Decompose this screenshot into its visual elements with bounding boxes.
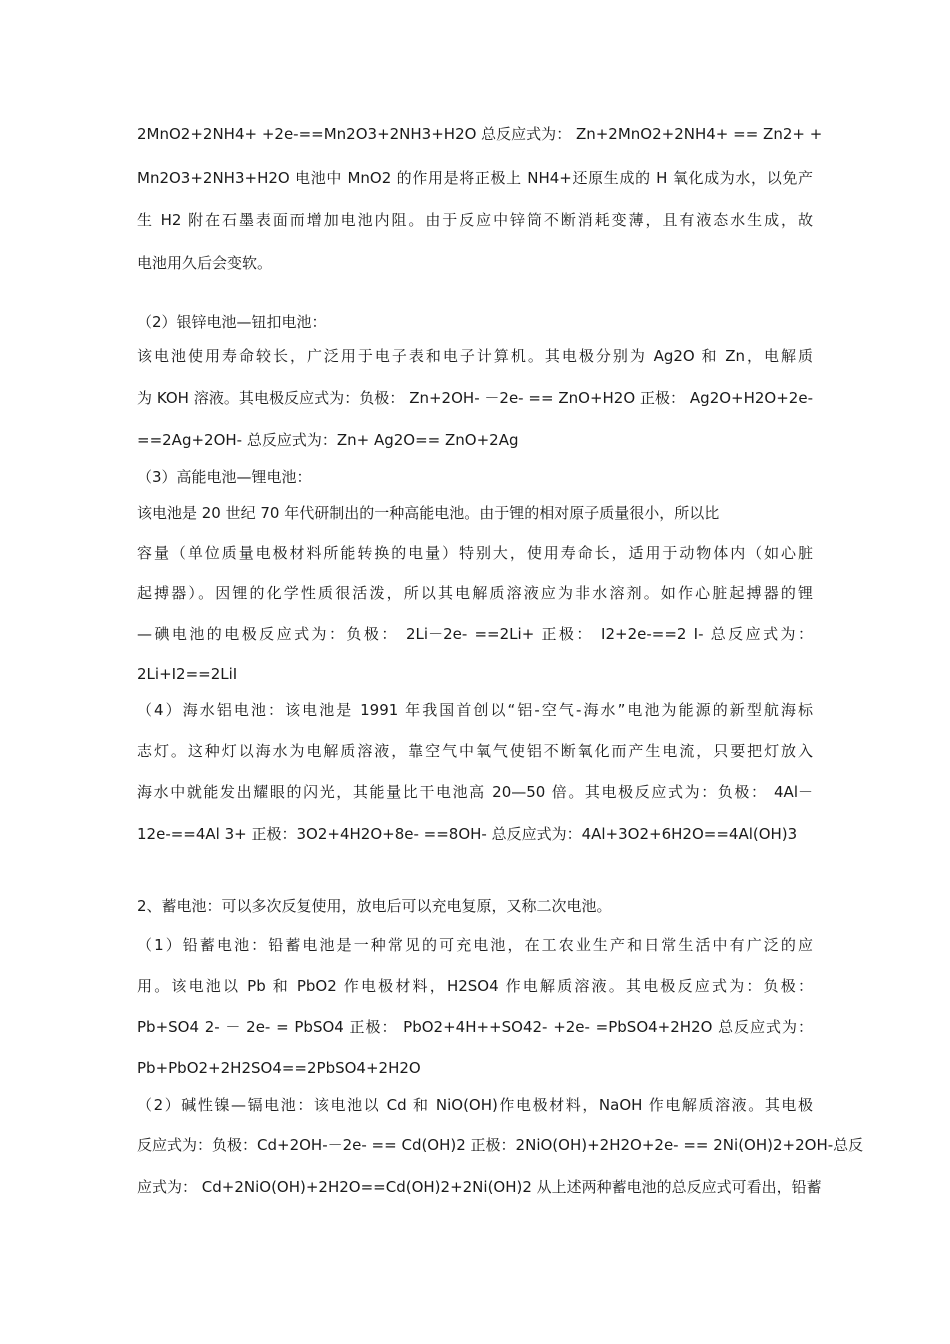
text-line: Pb+SO4 2- － 2e- = PbSO4 正极： PbO2+4H++SO42- +2e- =PbSO4+2H2O 总反应式为： xyxy=(137,1018,813,1036)
text-line: 该电池使用寿命较长，广泛用于电子表和电子计算机。其电极分别为 Ag2O 和 Zn，电解质 xyxy=(137,347,813,365)
section-heading: 2、蓄电池：可以多次反复使用，放电后可以充电复原，又称二次电池。 xyxy=(137,897,612,915)
text-line: （2）碱性镍—镉电池：该电池以 Cd 和 NiO(OH)作电极材料，NaOH 作电解质溶液。其电极 xyxy=(137,1096,813,1114)
text-line: （4）海水铝电池：该电池是 1991 年我国首创以“铝-空气-海水”电池为能源的新型航海标 xyxy=(137,701,813,719)
text-line: —碘电池的电极反应式为：负极： 2Li－2e- ==2Li+ 正极： I2+2e-==2 I- 总反应式为： xyxy=(137,625,813,643)
text-line: 2MnO2+2NH4+ +2e-==Mn2O3+2NH3+H2O 总反应式为： Zn+2MnO2+2NH4+ == Zn2+ + xyxy=(137,125,823,143)
text-line: 为 KOH 溶液。其电极反应式为：负极： Zn+2OH- －2e- == ZnO+H2O 正极： Ag2O+H2O+2e- xyxy=(137,389,813,407)
text-line: 用。该电池以 Pb 和 PbO2 作电极材料，H2SO4 作电解质溶液。其电极反应式为：负极： xyxy=(137,977,813,995)
text-line: 应式为： Cd+2NiO(OH)+2H2O==Cd(OH)2+2Ni(OH)2 从上述两种蓄电池的总反应式可看出，铅蓄 xyxy=(137,1178,822,1196)
section-heading: （2）银锌电池—钮扣电池： xyxy=(137,313,327,331)
text-line: 起搏器）。因锂的化学性质很活泼，所以其电解质溶液应为非水溶剂。如作心脏起搏器的锂 xyxy=(137,584,813,602)
text-line: 12e-==4Al 3+ 正极：3O2+4H2O+8e- ==8OH- 总反应式为：4Al+3O2+6H2O==4Al(OH)3 xyxy=(137,825,798,843)
section-heading: （3）高能电池—锂电池： xyxy=(137,468,312,486)
text-line: 该电池是 20 世纪 70 年代研制出的一种高能电池。由于锂的相对原子质量很小，所以比 xyxy=(137,504,720,522)
text-line: 反应式为：负极：Cd+2OH-－2e- == Cd(OH)2 正极：2NiO(OH)+2H2O+2e- == 2Ni(OH)2+2OH-总反 xyxy=(137,1136,864,1154)
text-line: 2Li+I2==2LiI xyxy=(137,665,238,683)
text-line: 志灯。这种灯以海水为电解质溶液，靠空气中氧气使铝不断氧化而产生电流，只要把灯放入 xyxy=(137,742,813,760)
text-line: Mn2O3+2NH3+H2O 电池中 MnO2 的作用是将正极上 NH4+还原生成的 H 氧化成为水，以免产 xyxy=(137,169,813,187)
text-line: 电池用久后会变软。 xyxy=(137,254,273,272)
text-line: （1）铅蓄电池：铅蓄电池是一种常见的可充电池，在工农业生产和日常生活中有广泛的应 xyxy=(137,936,813,954)
text-line: Pb+PbO2+2H2SO4==2PbSO4+2H2O xyxy=(137,1059,421,1077)
text-line: 海水中就能发出耀眼的闪光，其能量比干电池高 20—50 倍。其电极反应式为：负极： 4Al－ xyxy=(137,783,813,801)
text-line: 容量（单位质量电极材料所能转换的电量）特别大，使用寿命长，适用于动物体内（如心脏 xyxy=(137,544,813,562)
text-line: ==2Ag+2OH- 总反应式为：Zn+ Ag2O== ZnO+2Ag xyxy=(137,431,519,449)
text-line: 生 H2 附在石墨表面而增加电池内阻。由于反应中锌筒不断消耗变薄，且有液态水生成，故 xyxy=(137,211,813,229)
